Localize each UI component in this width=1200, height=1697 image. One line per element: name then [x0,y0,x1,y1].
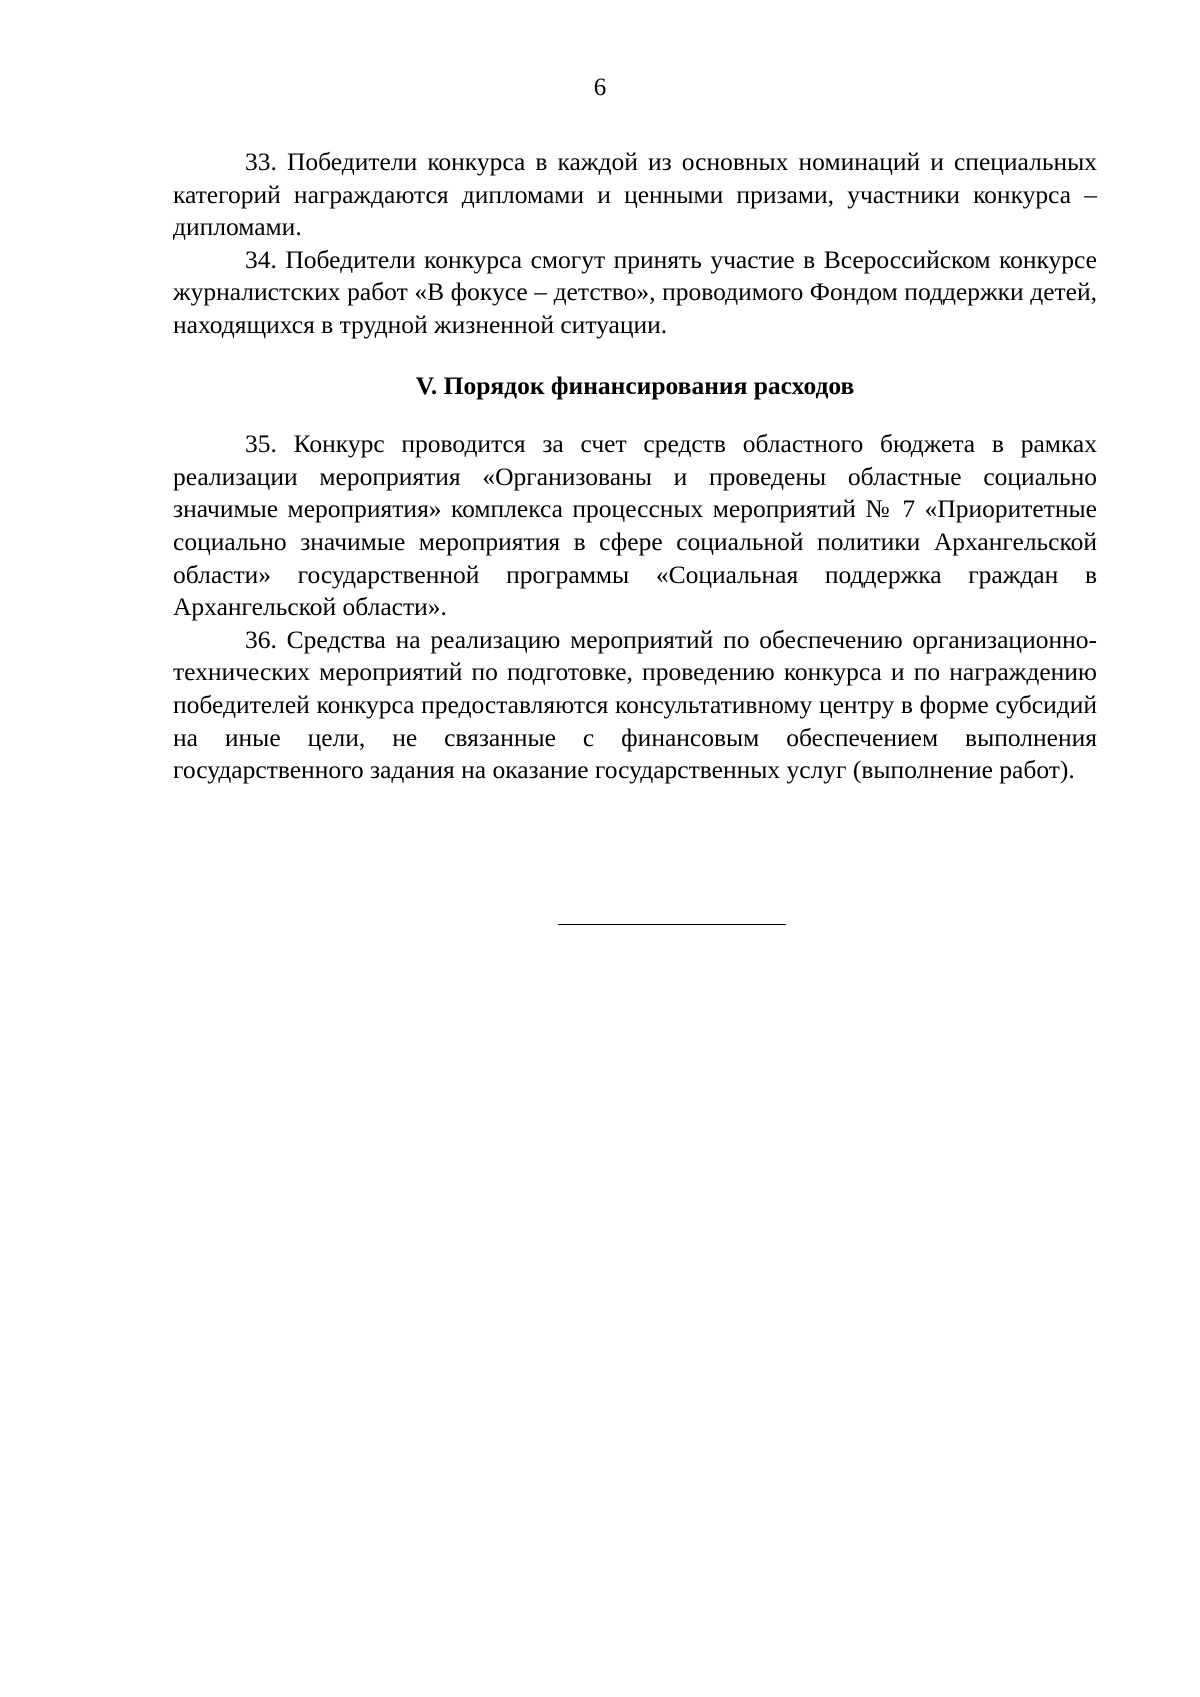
end-of-document-rule [558,924,786,925]
paragraph-35: 35. Конкурс проводится за счет средств областного бюджета в рамках реализации мероприятия «Организованы и проведены областные социально значимые мероприятия» комплекса процессных мероприятий № 7 «Приоритетные социально значимые мероприятия в сфере социальной политики Архангельской области» государственной программы «Социальная поддержка граждан в Архангельской области». [173,429,1097,622]
section-heading: V. Порядок финансирования расходов [415,370,855,400]
document-body [173,146,1097,787]
paragraph-34: 34. Победители конкурса смогут принять участие в Всероссийском конкурсе журналистских работ «В фокусе – детство», проводимого Фондом поддержки детей, находящихся в трудной жизненной ситуации. [173,244,1097,339]
page-number: 6 [593,74,607,101]
paragraph-36: 36. Средства на реализацию мероприятий по обеспечению организационно-технических мероприятий по подготовке, проведению конкурса и по награждению победителей конкурса предоставляются консультативному центру в форме субсидий на иные цели, не связанные с финансовым обеспечением выполнения государственного задания на оказание государственных услуг (выполнение работ). [173,624,1097,785]
paragraph-33: 33. Победители конкурса в каждой из основных номинаций и специальных категорий награждаются дипломами и ценными призами, участники конкурса – дипломами. [173,147,1097,242]
